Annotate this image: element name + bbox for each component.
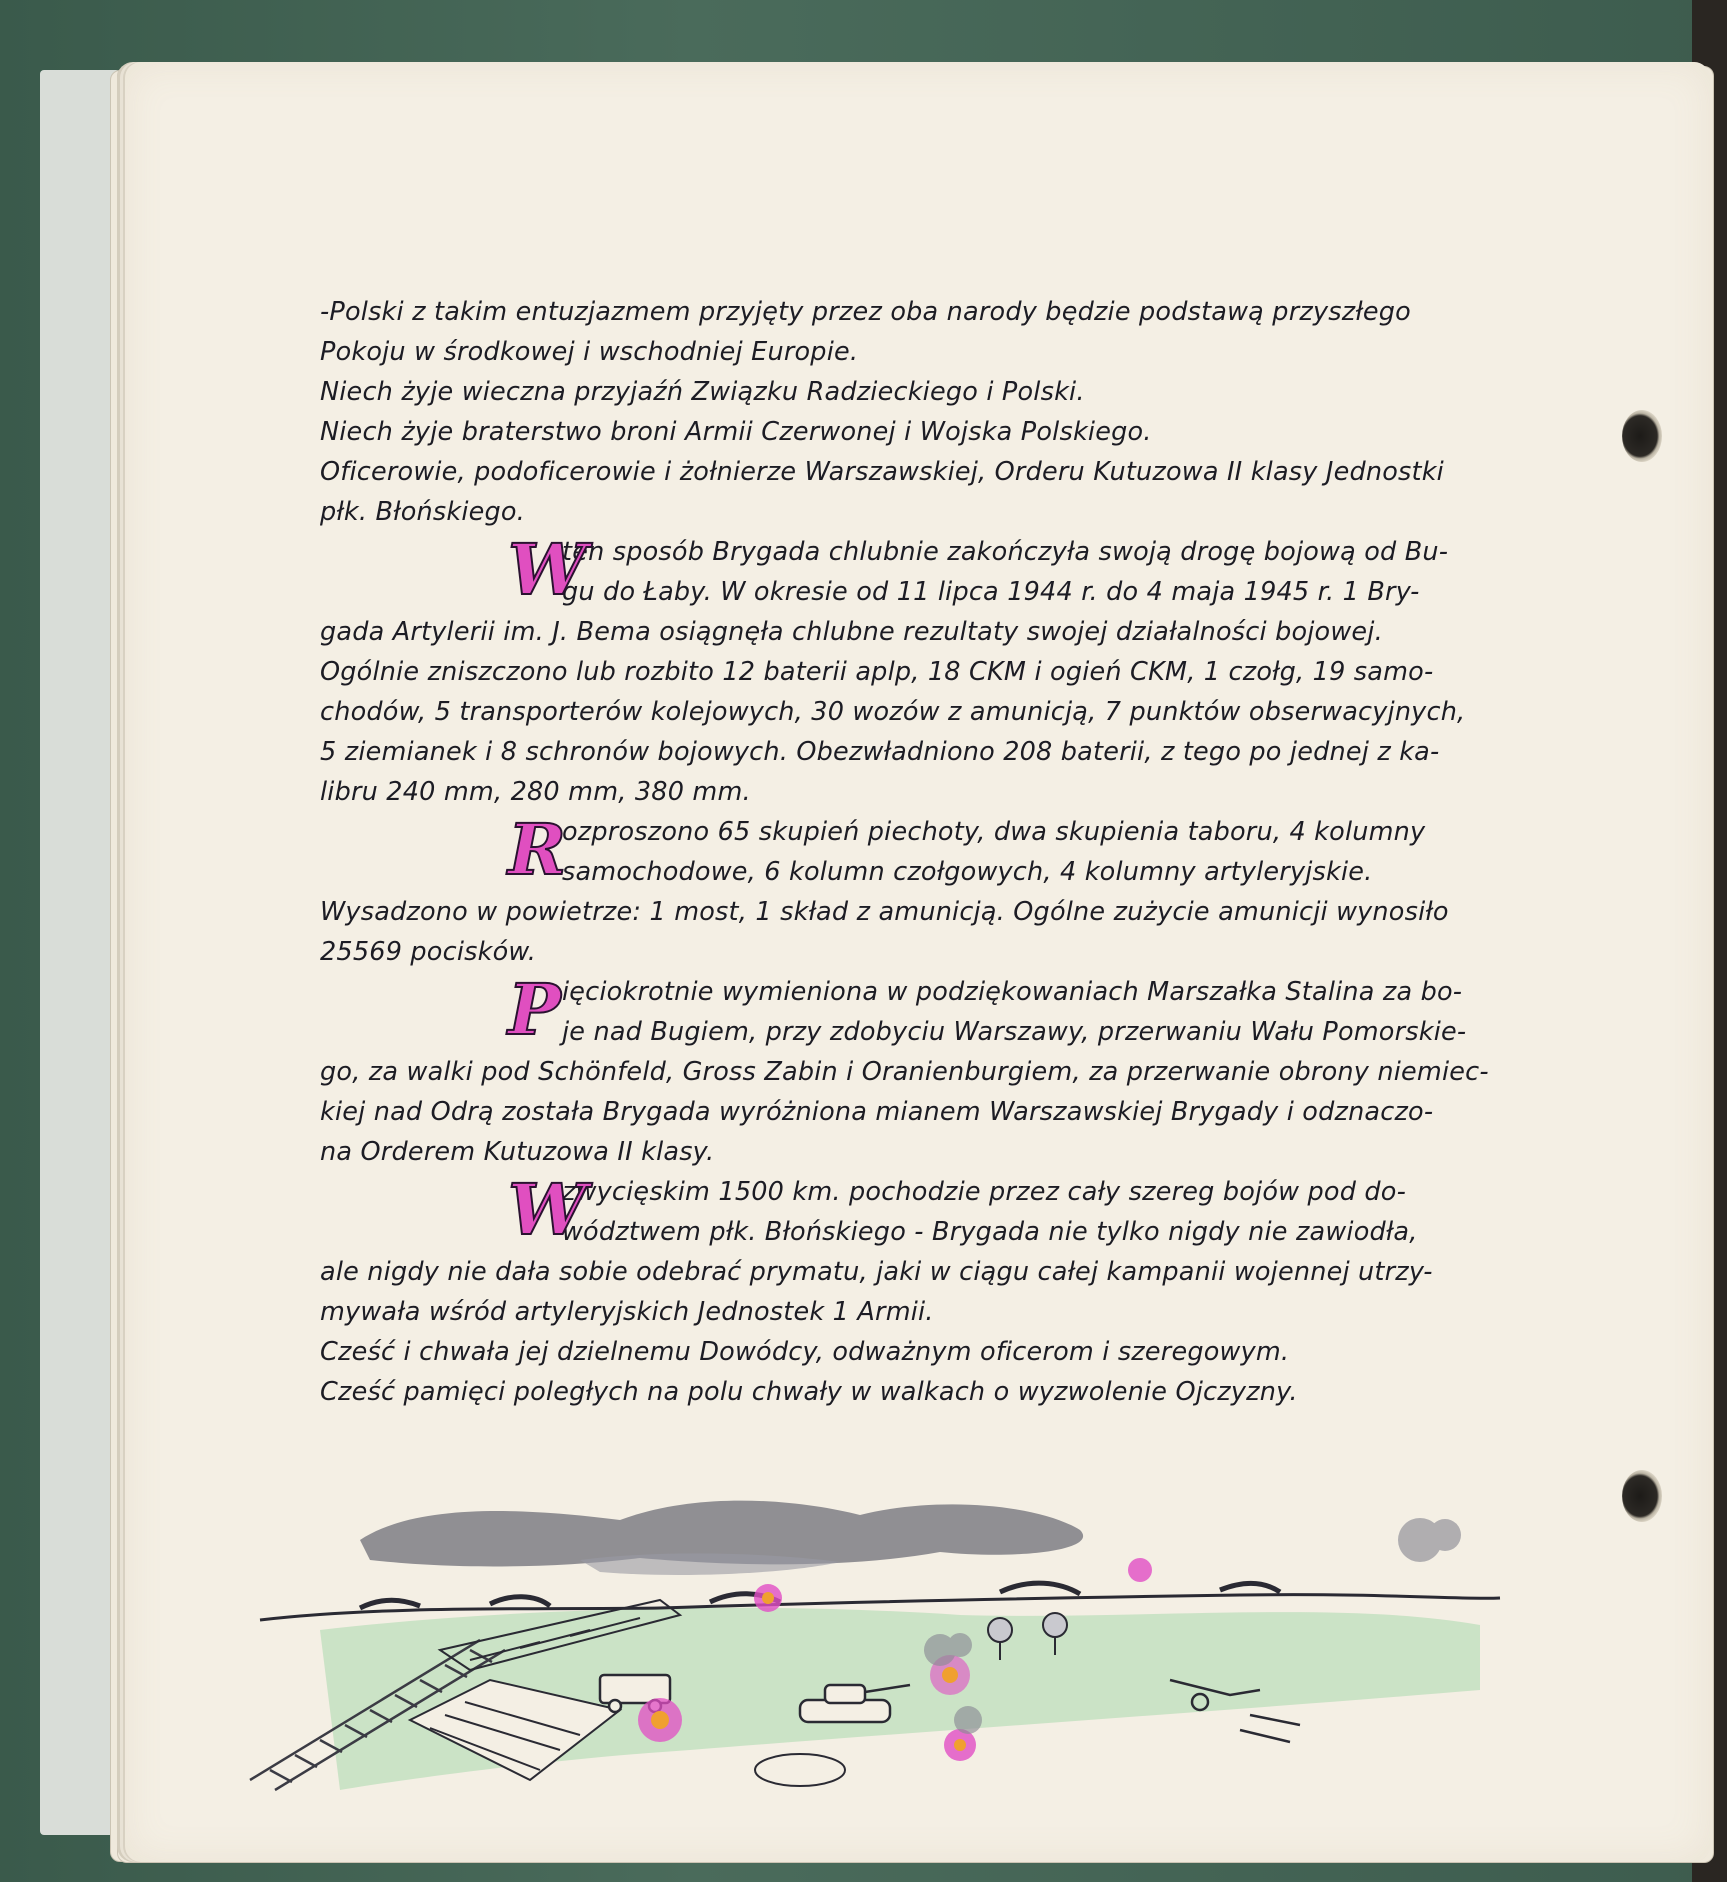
- text-line: 25569 pocisków.: [320, 937, 537, 967]
- punch-hole-top: [1622, 410, 1662, 462]
- paragraph-closing: [320, 1168, 1550, 1412]
- text-line: Pokoju w środkowej i wschodniej Europie.: [320, 337, 859, 367]
- cover-inner-edge: [40, 70, 120, 1835]
- text-line: go, za walki pod Schönfeld, Gross Zabin i Oranienburgiem, za przerwanie obrony niemiec-: [320, 1057, 1489, 1087]
- text-line: wództwem płk. Błońskiego - Brygada nie tylko nigdy nie zawiodła,: [562, 1217, 1418, 1247]
- paragraph-brygada-summary: [320, 528, 1550, 812]
- text-line: -Polski z takim entuzjazmem przyjęty przez oba narody będzie podstawą przyszłego: [320, 297, 1411, 327]
- decorated-initial: R: [508, 808, 567, 891]
- text-line: Oficerowie, podoficerowie i żołnierze Warszawskiej, Orderu Kutuzowa II klasy Jednostki: [320, 457, 1444, 487]
- handwritten-text: [320, 292, 1550, 1412]
- decorated-initial: W: [508, 1168, 587, 1251]
- text-line: chodów, 5 transporterów kolejowych, 30 wozów z amunicją, 7 punktów obserwacyjnych,: [320, 697, 1466, 727]
- text-line: Niech żyje wieczna przyjaźń Związku Radzieckiego i Polski.: [320, 377, 1085, 407]
- text-line: mywała wśród artyleryjskich Jednostek 1 Armii.: [320, 1297, 934, 1327]
- paragraph-honours: [320, 968, 1550, 1172]
- text-line: kiej nad Odrą została Brygada wyróżniona mianem Warszawskiej Brygady i odznaczo-: [320, 1097, 1434, 1127]
- text-line: Cześć pamięci poległych na polu chwały w walkach o wyzwolenie Ojczyzny.: [320, 1377, 1298, 1407]
- text-line: Wysadzono w powietrze: 1 most, 1 skład z amunicją. Ogólne zużycie amunicji wynosiło: [320, 897, 1449, 927]
- text-line: ozproszono 65 skupień piechoty, dwa skupienia taboru, 4 kolumny: [562, 817, 1426, 847]
- punch-hole-bottom: [1622, 1470, 1662, 1522]
- text-line: ięciokrotnie wymieniona w podziękowaniach Marszałka Stalina za bo-: [562, 977, 1463, 1007]
- text-line: gada Artylerii im. J. Bema osiągnęła chlubne rezultaty swojej działalności bojowej.: [320, 617, 1383, 647]
- intro-block: [320, 292, 1550, 532]
- decorated-initial: P: [508, 968, 561, 1051]
- text-line: 5 ziemianek i 8 schronów bojowych. Obezwładniono 208 baterii, z tego po jednej z ka-: [320, 737, 1440, 767]
- paragraph-losses: [320, 808, 1550, 972]
- text-line: je nad Bugiem, przy zdobyciu Warszawy, przerwaniu Wału Pomorskie-: [562, 1017, 1467, 1047]
- text-line: Ogólnie zniszczono lub rozbito 12 baterii aplp, 18 CKM i ogień CKM, 1 czołg, 19 samo-: [320, 657, 1434, 687]
- decorated-initial: W: [508, 528, 587, 611]
- text-line: na Orderem Kutuzowa II klasy.: [320, 1137, 715, 1167]
- text-line: gu do Łaby. W okresie od 11 lipca 1944 r. do 4 maja 1945 r. 1 Bry-: [562, 577, 1420, 607]
- text-line: Niech żyje braterstwo broni Armii Czerwonej i Wojska Polskiego.: [320, 417, 1152, 447]
- text-line: samochodowe, 6 kolumn czołgowych, 4 kolumny artyleryjskie.: [562, 857, 1373, 887]
- text-line: ten sposób Brygada chlubnie zakończyła swoją drogę bojową od Bu-: [562, 537, 1449, 567]
- text-line: ale nigdy nie dała sobie odebrać prymatu, jaki w ciągu całej kampanii wojennej utrzy-: [320, 1257, 1433, 1287]
- crater: [755, 1754, 845, 1786]
- text-line: Cześć i chwała jej dzielnemu Dowódcy, odważnym oficerom i szeregowym.: [320, 1337, 1290, 1367]
- text-line: libru 240 mm, 280 mm, 380 mm.: [320, 777, 751, 807]
- text-line: zwycięskim 1500 km. pochodzie przez cały szereg bojów pod do-: [562, 1177, 1406, 1207]
- battlefield-sketch: [240, 1480, 1530, 1810]
- text-line: płk. Błońskiego.: [320, 497, 525, 527]
